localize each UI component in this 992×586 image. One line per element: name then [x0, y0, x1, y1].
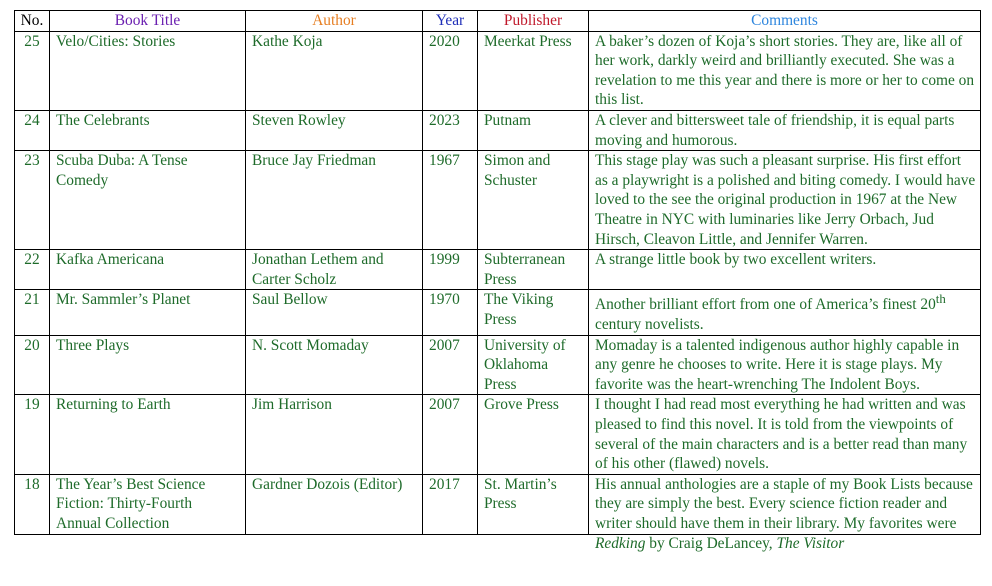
comments-text: century novelists.: [595, 316, 704, 334]
cell-author: Jim Harrison: [246, 395, 423, 474]
cell-publisher: Meerkat Press: [478, 31, 589, 110]
cell-no: 19: [15, 395, 50, 474]
cell-no: 23: [15, 151, 50, 250]
cell-author: Gardner Dozois (Editor): [246, 474, 423, 534]
header-author: Author: [246, 11, 423, 32]
cell-no: 20: [15, 335, 50, 395]
comments-italic-title: Redking: [595, 534, 646, 552]
cell-title: Velo/Cities: Stories: [50, 31, 246, 110]
cell-publisher: The Viking Press: [478, 290, 589, 335]
cell-title: Scuba Duba: A Tense Comedy: [50, 151, 246, 250]
table-row: [15, 151, 981, 250]
cell-year: 2007: [423, 395, 478, 474]
header-book-title: Book Title: [50, 11, 246, 32]
cell-comments: [589, 474, 981, 552]
cell-comments: A clever and bittersweet tale of friendship, it is equal parts moving and humorous.: [589, 110, 981, 150]
cell-year: 2007: [423, 335, 478, 395]
cell-comments: A strange little book by two excellent writers.: [589, 250, 981, 290]
header-no: No.: [15, 11, 50, 32]
cell-comments: This stage play was such a pleasant surprise. His first effort as a playwright is a polished and biting comedy. I would have loved to the see the original production in 1967 at the New Theatre in NYC with luminaries like Jerry Orbach, Jud Hirsch, Cleavon Little, and Jennifer Warren.: [589, 151, 981, 250]
superscript-ordinal: th: [935, 292, 946, 307]
comments-text: by Craig DeLancey,: [645, 534, 777, 552]
cell-author: Steven Rowley: [246, 110, 423, 150]
cell-publisher: Simon and Schuster: [478, 151, 589, 250]
cell-publisher: Grove Press: [478, 395, 589, 474]
comments-italic-title: The Visitor: [776, 534, 845, 552]
header-year: Year: [423, 11, 478, 32]
table-row: [15, 250, 981, 290]
cell-author: Bruce Jay Friedman: [246, 151, 423, 250]
cell-year: 2023: [423, 110, 478, 150]
cell-title: Mr. Sammler’s Planet: [50, 290, 246, 335]
cell-year: 1999: [423, 250, 478, 290]
cell-publisher: St. Martin’s Press: [478, 474, 589, 534]
table-row: [15, 395, 981, 474]
cell-title: Kafka Americana: [50, 250, 246, 290]
cell-publisher: University of Oklahoma Press: [478, 335, 589, 395]
cell-title: The Celebrants: [50, 110, 246, 150]
cell-year: 1970: [423, 290, 478, 335]
comments-text: His annual anthologies are a staple of my Book Lists because they are simply the best. Every science fiction reader and writer should have them in their library. My favorites were: [595, 475, 973, 532]
cell-title: Three Plays: [50, 335, 246, 395]
book-list-table-wrapper: [14, 10, 981, 552]
table-header-row: [15, 11, 981, 32]
cell-year: 2020: [423, 31, 478, 110]
cell-publisher: Putnam: [478, 110, 589, 150]
table-row: [15, 31, 981, 110]
cell-no: 21: [15, 290, 50, 335]
cell-author: N. Scott Momaday: [246, 335, 423, 395]
table-row: [15, 335, 981, 395]
table-row: [15, 290, 981, 335]
table-row: [15, 474, 981, 534]
cell-no: 22: [15, 250, 50, 290]
cell-comments: Momaday is a talented indigenous author highly capable in any genre he chooses to write. Here it is stage plays. My favorite was the heart-wrenching The Indolent Boys.: [589, 335, 981, 395]
book-list-table: [14, 10, 981, 552]
cell-comments: A baker’s dozen of Koja’s short stories. They are, like all of her work, darkly weird and brilliantly executed. She was a revelation to me this year and there is more or her to come on this list.: [589, 31, 981, 110]
header-publisher: Publisher: [478, 11, 589, 32]
cell-title: The Year’s Best Science Fiction: Thirty-Fourth Annual Collection: [50, 474, 246, 534]
cell-year: 1967: [423, 151, 478, 250]
cell-publisher: Subterranean Press: [478, 250, 589, 290]
cell-comments: [589, 290, 981, 335]
header-comments: Comments: [589, 11, 981, 32]
cell-title: Returning to Earth: [50, 395, 246, 474]
cell-no: 25: [15, 31, 50, 110]
cell-comments: I thought I had read most everything he had written and was pleased to find this novel. It is told from the viewpoints of several of the main characters and is a better read than many of his other (flawed) novels.: [589, 395, 981, 474]
table-row: [15, 110, 981, 150]
cell-no: 18: [15, 474, 50, 534]
cell-author: Jonathan Lethem and Carter Scholz: [246, 250, 423, 290]
cell-author: Kathe Koja: [246, 31, 423, 110]
cell-year: 2017: [423, 474, 478, 534]
comments-text: Another brilliant effort from one of America’s finest 20: [595, 296, 936, 314]
cell-no: 24: [15, 110, 50, 150]
cell-author: Saul Bellow: [246, 290, 423, 335]
